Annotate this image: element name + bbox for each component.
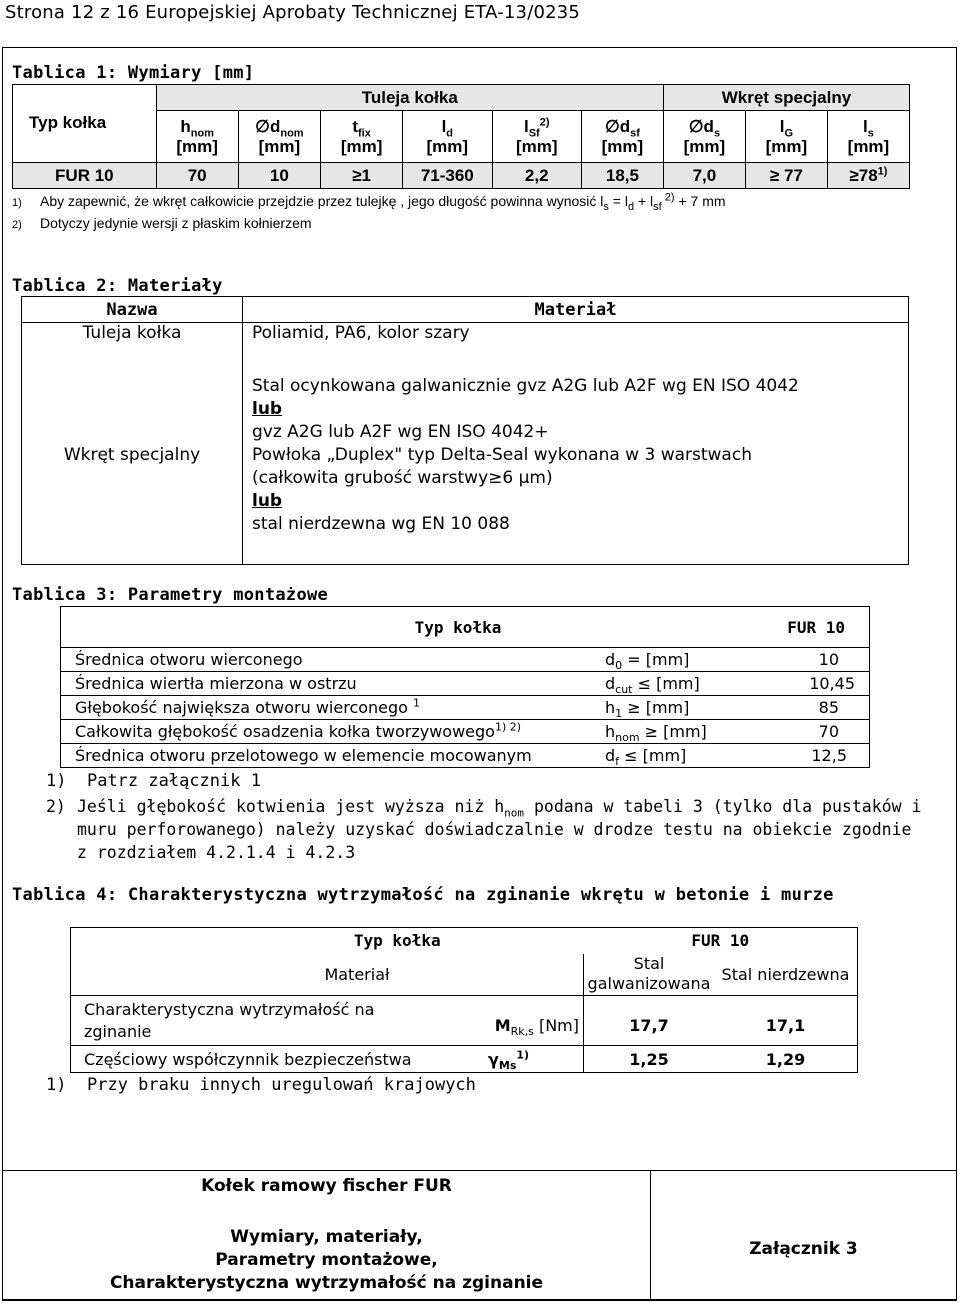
t1-l-s: $l_s$ [mm] — [827, 111, 909, 163]
t1-cell: $\ge 78^{1)}$ — [827, 163, 909, 189]
t4-r2-sym: $\gamma_{Ms}^{1)}$ — [474, 1046, 584, 1073]
t1-cell: 18,5 — [581, 163, 663, 189]
t2-r2-material: Stal ocynkowana galwanicznie gvz A2G lub A2F wg EN ISO 4042 lub gvz A2G lub A2F wg EN ISO 4042+ Powłoka „Duplex" typ Delta-Seal wykonana w 3 warstwach (całkowita grubość warstwy≥6 µm) lub stal nierdzewna wg EN 10 088 — [243, 347, 909, 565]
t4-r1-v1: 17,7 — [584, 996, 715, 1046]
t1-d-s: $\emptyset d_s$ [mm] — [663, 111, 745, 163]
t3-row: Całkowita głębokość osadzenia kołka tworzywowego$^{1) 2)}$ $h_{nom} \ge [mm]$ 70 — [61, 720, 870, 744]
t1-col-type: Typ kołka — [13, 85, 157, 163]
footer-annex: Załącznik 3 — [651, 1171, 957, 1301]
t3-h-type: Typ kołka — [61, 607, 756, 648]
t4-r1-sym: $M_{Rk,s}$ [Nm] — [474, 996, 584, 1046]
t1-cell: 7,0 — [663, 163, 745, 189]
t1-data-row — [13, 163, 910, 189]
t4-note: 1) Przy braku innych uregulowań krajowych — [46, 1075, 476, 1095]
t4-h-value: FUR 10 — [584, 928, 858, 954]
t2-r1-name: Tuleja kołka — [22, 323, 243, 347]
t1-l-d: $l_d$ [mm] — [403, 111, 492, 163]
t4-r2-v2: 1,29 — [714, 1046, 858, 1073]
t1-cell: 10 — [238, 163, 320, 189]
t1-d-nom: $\emptyset d_{nom}$ [mm] — [238, 111, 320, 163]
t4-mat2: Stal nierdzewna — [714, 954, 858, 996]
table2-title: Tablica 2: Materiały — [12, 276, 223, 296]
t4-mat1: Stal galwanizowana — [584, 954, 715, 996]
table1-dimensions — [12, 84, 910, 189]
t1-cell: 2,2 — [492, 163, 581, 189]
t1-cell: ≥ 77 — [745, 163, 827, 189]
t4-r2-v1: 1,25 — [584, 1046, 715, 1073]
t1-t-fix: $t_{fix}$ [mm] — [321, 111, 403, 163]
footer-product: Kołek ramowy fischer FUR — [3, 1171, 651, 1201]
t3-row: Średnica otworu wierconego $d_0 = [mm]$ 10 — [61, 648, 870, 672]
t2-h-name: Nazwa — [22, 297, 243, 323]
t4-r1-v2: 17,1 — [714, 996, 858, 1046]
t3-note-2: 2) Jeśli głębokość kotwienia jest wyższa niż $h_{nom}$ podana w tabeli 3 (tylko dla pustaków i muru perforowanego) należy uzyskać doświadczalnie w drodze testu na obiekcie zgodnie z rozdziałem 4.2.1.4 i 4.2.3 — [46, 797, 922, 862]
table4-title: Tablica 4: Charakterystyczna wytrzymałość na zginanie wkrętu w betonie i murze — [12, 885, 834, 905]
t4-r1-label: Charakterystyczna wytrzymałość na zginanie — [71, 996, 475, 1046]
t3-row: Średnica wiertła mierzona w ostrzu $d_{cut} \le [mm]$ 10,45 — [61, 672, 870, 696]
t4-h-type: Typ kołka — [71, 928, 584, 954]
t3-row: Średnica otworu przelotowego w elemencie mocowanym $d_f \le [mm]$ 12,5 — [61, 744, 870, 768]
t3-row: Głębokość największa otworu wierconego $^1$ $h_1 \ge [mm]$ 85 — [61, 696, 870, 720]
table3-title: Tablica 3: Parametry montażowe — [12, 585, 329, 605]
t2-r1-material: Poliamid, PA6, kolor szary — [243, 323, 909, 347]
t2-h-material: Materiał — [243, 297, 909, 323]
t1-cell: 70 — [156, 163, 238, 189]
t4-material-label: Materiał — [71, 954, 584, 996]
footer-box — [2, 1170, 957, 1301]
t1-cell: ≥1 — [321, 163, 403, 189]
t1-l-g: $l_G$ [mm] — [745, 111, 827, 163]
table3-installation — [60, 606, 870, 768]
t1-note-1: 1) Aby zapewnić, że wkręt całkowicie przejdzie przez tulejkę , jego długość powinna wynosić $l_s = l_d + l_{sf}$ $^{2)}$ + 7 mm — [12, 191, 726, 213]
t1-l-sf: $l_{Sf}^{2)}$ [mm] — [492, 111, 581, 163]
t1-cell: 71-360 — [403, 163, 492, 189]
page-header: Strona 12 z 16 Europejskiej Aprobaty Technicznej ETA-13/0235 — [5, 2, 581, 23]
t3-note-1: 1) Patrz załącznik 1 — [46, 771, 261, 791]
table1-title: Tablica 1: Wymiary [mm] — [12, 63, 255, 83]
t1-cell: FUR 10 — [13, 163, 157, 189]
t1-group-screw: Wkręt specjalny — [663, 85, 909, 111]
t4-r2-label: Częściowy współczynnik bezpieczeństwa — [71, 1046, 475, 1073]
t1-d-sf: $\emptyset d_{sf}$ [mm] — [581, 111, 663, 163]
table2-materials — [21, 296, 909, 565]
t1-note-2: 2) Dotyczy jedynie wersji z płaskim kołnierzem — [12, 215, 312, 231]
table4-bending — [70, 927, 858, 1073]
t1-h-nom: $h_{nom}$ [mm] — [156, 111, 238, 163]
t1-group-sleeve: Tuleja kołka — [156, 85, 663, 111]
footer-description: Wymiary, materiały, Parametry montażowe, Charakterystyczna wytrzymałość na zginanie — [3, 1201, 651, 1301]
t2-r2-name: Wkręt specjalny — [22, 347, 243, 565]
t3-h-value: FUR 10 — [755, 607, 870, 648]
